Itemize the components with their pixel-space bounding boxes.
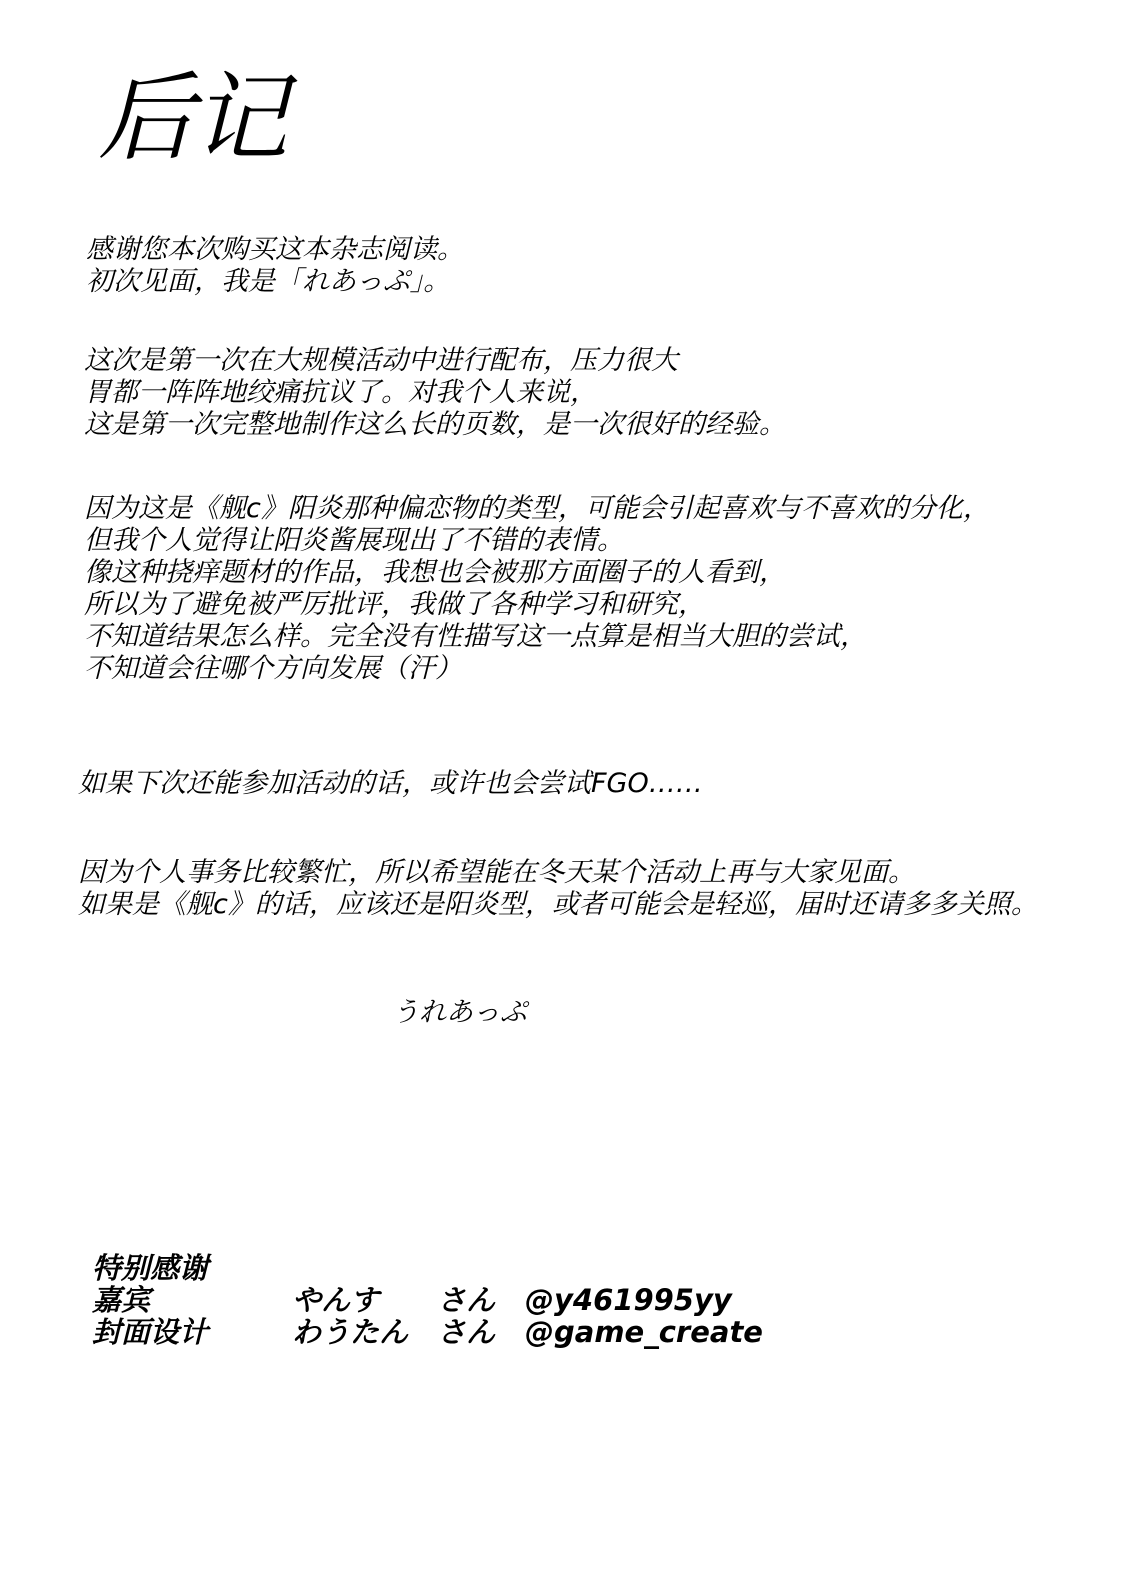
paragraph-experience [84, 345, 786, 441]
paragraph-next-event [78, 768, 703, 800]
credit-honorific: さん [437, 1315, 496, 1349]
text-line: 因为这是《舰c》阳炎那种偏恋物的类型，可能会引起喜欢与不喜欢的分化， [84, 493, 990, 524]
text-line: 因为个人事务比较繁忙，所以希望能在冬天某个活动上再与大家见面。 [78, 857, 915, 888]
text-line: 初次见面，我是「れあっぷ」。 [86, 266, 451, 297]
credit-honorific: さん [437, 1283, 496, 1317]
paragraph-closing [78, 857, 1038, 921]
text-line: 但我个人觉得让阳炎酱展现出了不错的表情。 [84, 525, 624, 556]
text-line: 这次是第一次在大规模活动中进行配布，压力很大 [84, 345, 678, 376]
text-line: 感谢您本次购买这本杂志阅读。 [86, 234, 464, 265]
text-line: 如果下次还能参加活动的话，或许也会尝试FGO…… [78, 768, 703, 799]
credit-name: やんす [292, 1283, 380, 1317]
paragraph-theme [84, 493, 990, 685]
author-signature: うれあっぷ [392, 997, 527, 1028]
credit-role: 封面设计 [92, 1315, 209, 1349]
text-line: 如果是《舰c》的话，应该还是阳炎型，或者可能会是轻巡，届时还请多多关照。 [78, 889, 1038, 920]
text-line: 胃都一阵阵地绞痛抗议了。对我个人来说， [84, 377, 597, 408]
credit-handle: @game_create [525, 1315, 763, 1349]
credit-name: わうたん [292, 1315, 409, 1349]
page-title: 后记 [98, 62, 286, 174]
text-line: 所以为了避免被严厉批评，我做了各种学习和研究， [84, 589, 705, 620]
text-line: 这是第一次完整地制作这么长的页数，是一次很好的经验。 [84, 409, 786, 440]
credit-handle: @y461995yy [525, 1283, 732, 1317]
text-line: 不知道结果怎么样。完全没有性描写这一点算是相当大胆的尝试， [84, 621, 867, 652]
credit-role: 嘉宾 [92, 1283, 151, 1317]
text-line: 不知道会往哪个方向发展（汗） [84, 653, 462, 684]
text-line: 像这种挠痒题材的作品，我想也会被那方面圈子的人看到， [84, 557, 786, 588]
credits-heading: 特别感谢 [92, 1251, 209, 1285]
paragraph-greeting [86, 234, 464, 298]
